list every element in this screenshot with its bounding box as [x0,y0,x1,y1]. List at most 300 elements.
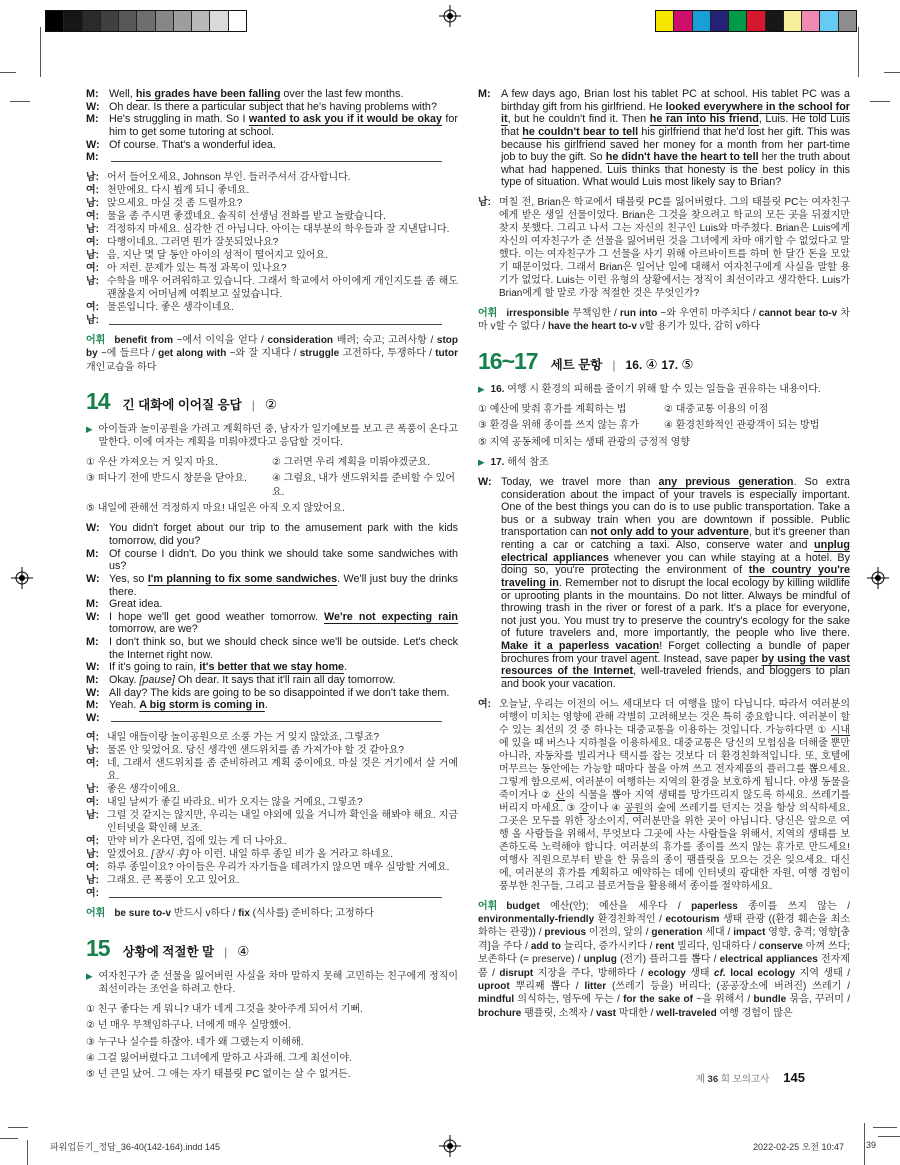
text-segment: rent [655,940,675,952]
text-segment: over the last few months. [280,88,404,100]
question-number: 16~17 [478,347,538,374]
text-segment: 물론입니다. 좋은 생각이네요. [107,301,235,313]
grayscale-swatch [46,11,64,31]
registration-mark-bottom [439,1135,461,1157]
question-header [478,348,850,375]
speaker-label: 여: [86,732,99,744]
text-segment: A big storm is coming in [139,699,265,712]
text-segment: 좋은 생각이에요. [107,784,181,796]
crop-mark [0,72,16,73]
option-item: ③ 떠나기 전에 반드시 창문을 닫아요. [86,473,247,485]
option-item: ④ 환경친화적인 관광객이 되는 방법 [664,420,820,432]
speaker-label: 남: [86,249,99,261]
dialogue-text [109,611,458,636]
text-segment: , Luis. He told Luis that [501,113,850,138]
option-item: ① 우산 가져오는 거 잊지 마요. [86,456,218,468]
text-segment: , well-traveled friends, and bloggers to plan and book your vacation. [501,665,850,690]
answer-value [626,357,694,373]
text-segment: 내일 날씨가 좋길 바라요. 비가 오지는 않을 거예요, 그렇죠? [107,797,363,809]
text-segment: If it's going to rain, [109,661,200,674]
color-swatch [711,11,729,31]
vocab-label: 어휘 [478,308,498,319]
vocab-label: 어휘 [86,334,106,346]
dialogue-line [86,275,458,301]
explanation-intro [478,383,850,396]
dialogue-line [86,101,458,114]
dialogue-text [107,796,458,809]
speaker-label: M: [86,673,99,686]
speaker-label: M: [86,547,99,560]
crop-mark [878,1136,900,1137]
speaker-label: M: [86,598,99,611]
text-segment: 그래요. 큰 폭풍이 오고 있어요. [107,875,240,887]
text-segment: 뿌리째 뽑다 / [509,980,585,992]
text-segment: paperless [691,900,738,912]
dialogue-text [109,522,458,547]
text-segment: not only add to your adventure [590,526,749,539]
text-segment: 며칠 전, Brian은 학교에서 태블릿 PC를 잃어버렸다. 그의 태블릿 PC는 여자친구에게 받은 생일 선물이었다. Brian은 그것을 찾으려고 학교의 모든 곳을 뒤졌지만 찾지 못했다. 그리고 나서 그는 자신의 친구인 Luis와 마주쳤다. Brian은 Luis에게 자신의 여자친구가 준 선물을 잃어버린 것을 그녀에게 차마 얘기할 수 없었다고 말했다. 이는 여자친구가 그 선물을 사기 위해 아르바이트를 하며 한 달간 돈을 모았기 때문이었다. 그래서 Brian은 일어난 일에 대해서 여자친구에게 사실을 말할 용기가 없었다. Luis는 이런 유형의 상황에서는 정직이 최선이라고 생각한다. Luis가 Brian에게 할 말로 가장 적절한 것은 무엇인가? [499,197,850,299]
text-segment: conserve [758,940,803,952]
dialogue-line [86,573,458,598]
text-segment: . [344,661,348,674]
text-segment: ! Forget collecting a bundle of paper brochures from your travel agent. Instead, save paper [501,640,851,665]
dialogue-text [107,744,458,757]
speaker-label: 남: [478,197,491,208]
dialogue-text [107,223,458,236]
text-segment: 음, 지난 몇 달 동안 아이의 성적이 떨어지고 있어요. [107,249,328,261]
text-segment: stop by [86,334,459,360]
page-number: 145 [783,1070,805,1085]
text-segment: 여자친구가 준 선물을 잃어버린 사실을 차마 말하지 못해 고민하는 친구에게 정직이 최선이라는 조언을 하려고 한다. [98,970,458,995]
print-timestamp: 2022-02-25 오전 10:47 [753,1142,844,1152]
dialogue-text [107,236,458,249]
speaker-label: 여: [86,862,99,874]
color-swatch [656,11,674,31]
explanation-intro [86,970,458,996]
color-swatch [693,11,711,31]
explanation-intro [86,423,458,449]
dialogue-line [86,151,458,164]
dialogue-line [86,687,458,700]
color-swatch [839,11,856,31]
question-number: 14 [86,387,110,414]
text-segment: 이나 ④ [588,802,625,814]
color-swatch [729,11,747,31]
text-segment: Yeah. [109,699,140,712]
text-segment: fix [238,908,250,920]
dialogue-line [86,731,458,744]
speaker-label: 여: [86,210,99,222]
text-segment: 산 [555,789,566,801]
text-segment: cannot bear to-v [758,308,838,319]
text-segment: ④ [645,356,658,372]
registration-mark-left [11,567,33,589]
text-segment: her the truth about what had happened. Luis thinks that honesty is the best policy in this type of situation. What would Luis most likely say to Brian? [501,151,851,189]
crop-mark [27,1140,28,1165]
text-segment: 세대 / [702,927,734,939]
option-item: ④ 그럼요, 내가 샌드위치를 준비할 수 있어요. [272,473,455,498]
right-column [478,88,850,1027]
text-segment: add to [530,940,561,952]
dialogue-line [86,184,458,197]
text-segment: 앉으세요. 마실 것 좀 드릴까요? [107,197,243,209]
text-segment: We're not expecting rain [324,610,458,623]
speaker-label: W: [86,100,100,113]
answer-blank [111,712,442,723]
speaker-label: 남: [86,849,99,861]
text-segment: 개인교습을 하다 [86,361,157,373]
text-segment: 천만에요. 다시 뵙게 되니 좋네요. [107,184,250,196]
dialogue-line [86,757,458,783]
dialogue-line [86,611,458,636]
text-segment: . [264,699,268,712]
option-item: ③ 환경을 위해 종이를 쓰지 않는 휴가 [478,420,639,432]
dialogue-line [86,712,458,725]
crop-mark [873,1127,897,1128]
text-segment: 수학을 매우 어려워하고 있습니다. 그래서 학교에서 아이에게 개인지도를 좀 해도 괜찮을지 어머님께 여쭤보고 싶었습니다. [107,275,458,300]
text-segment: 17. [490,456,508,468]
text-segment: Today, we travel more than [501,475,659,488]
grayscale-swatch [137,11,155,31]
text-segment: All day? The kids are going to be so disappointed if we don't take them. [109,686,450,699]
text-segment: 하루 종일이요? 아이들은 우리가 자기들을 데려가지 않으면 매우 실망할 거예요. [107,862,450,874]
dialogue-block [478,196,850,300]
dialogue-text [109,636,458,661]
dialogue-text [109,88,458,101]
speaker-label: 여: [478,698,491,710]
explanation-text [99,423,458,449]
dialogue-line [86,210,458,223]
grayscale-calibration-bar [45,10,247,32]
text-segment: 어서 들어오세요, Johnson 부인. 들러주셔서 감사합니다. [107,171,351,183]
question-title: 긴 대화에 이어질 응답 [122,397,242,412]
text-segment: ~와 잘 지내다 / [226,348,300,360]
vocab-block [86,907,458,920]
text-segment: I don't think so, but we should check since we'll be outside. Let's check the Internet right now. [109,636,458,661]
vocab-label: 어휘 [86,908,106,920]
option-item: ⑤ 내일에 관해선 걱정하지 마요! 내일은 아직 오지 않았어요. [86,503,345,515]
color-swatch [784,11,802,31]
text-segment: Okay. [109,673,140,686]
options-block [86,1003,458,1082]
text-segment: . We'll just buy the drinks there. [109,572,458,598]
text-segment: 물을 좀 주시면 좋겠네요. 솔직히 선생님 전화를 받고 놀랐습니다. [107,210,386,222]
text-segment: 오늘날, 우리는 이전의 어느 세대보다 더 여행을 많이 다닙니다. 따라서 여러분의 여행이 미치는 영향에 관해 각별히 고려해보는 것은 특히 중요합니다. 여러분이 할 수 있는 최선의 것 중 하나는 대중교통을 이용하는 것입니다. 가능하다면 ① [499,698,850,736]
text-segment: v할 용기가 있다, 감히 v하다 [636,321,761,333]
text-segment: 걱정하지 마세요. 심각한 건 아닙니다. 아이는 대부분의 학우들과 잘 지낸답니다. [107,223,450,235]
grayscale-swatch [156,11,174,31]
text-segment: benefit from [114,334,173,346]
arrow-marker: ▶ [86,970,93,981]
dialogue-text [109,113,458,138]
text-segment: 지장을 주다, 방해하다 / [533,967,649,979]
text-segment: 지역 생태 / [795,967,850,979]
dialogue-text [107,262,458,275]
text-segment: well-traveled [656,1007,717,1019]
text-segment: the country you're traveling in [501,564,850,589]
text-segment: 16. [625,357,646,372]
dialogue-text [499,698,850,893]
text-segment: ④ [237,943,250,959]
crop-mark [8,1127,28,1128]
text-segment: 여행 시 환경의 피해를 줄이기 위해 할 수 있는 일들을 권유하는 내용이다. [507,383,821,395]
text-segment: generation [651,927,703,939]
text-segment: be sure to-v [114,908,172,920]
dialogue-block [478,88,850,189]
text-segment: 강 [579,802,589,814]
text-segment: 여행 경험이 많은 [716,1007,793,1019]
text-segment: bundle [753,994,787,1006]
speaker-label: 남: [86,784,99,796]
print-timestamp-seconds: 39 [865,1140,876,1150]
text-segment: 공원 [624,802,644,814]
text-segment: his girlfriend that he'd lost her gift. This was because his girlfriend saved her money for a month from her part-time job to buy the gift. So [501,125,850,164]
text-segment: 전자제품 / [478,954,850,979]
text-segment: ~에 들르다 / [97,348,159,360]
color-swatch [802,11,820,31]
text-segment: . So extra consideration about the impact of your travels is especially important. One of the best things you can do is to use public transportation. Take a bus or a subway train when you are downtown if possible. Public transportation can [501,475,850,539]
text-segment: . Remember not to disrupt the local ecology by killing wildlife or uprooting plants in the mountains. Do not litter. Always be mindful of throwing trash in the river or forest of a park. It's a place for everyone, not just you. You must try to preserve the country's ecology for the sake of future travelers and, more importantly, the people who live there. [501,576,850,640]
dialogue-line [86,301,458,314]
dialogue-text [107,783,458,796]
left-column [86,88,458,1089]
text-segment: 알겠어요. [107,849,152,861]
grayscale-swatch [83,11,101,31]
vocab-block [478,900,850,1021]
speaker-label: 남: [86,171,99,183]
speaker-label: 여: [86,301,99,313]
text-segment: 막대한 / [616,1007,657,1019]
speaker-label: W: [86,138,100,151]
text-segment: 아이들과 놀이공원을 가려고 계획하던 중, 남자가 일기예보를 보고 큰 폭풍이 온다고 말한다. 이에 여자는 계획을 미뤄야겠다고 응답할 것이다. [98,423,458,448]
text-segment: 아 저런. 문제가 있는 특정 과목이 있나요? [107,262,287,274]
text-segment: Well, [109,88,136,100]
speaker-label: 남: [86,875,99,887]
speaker-label: 남: [86,810,99,822]
text-segment: 다행이네요. 그러면 뭔가 잘못되었나요? [107,236,279,248]
speaker-label: 여: [86,888,99,900]
text-segment: 생태 [685,967,715,979]
speaker-label: M: [86,151,99,164]
speaker-label: W: [478,475,492,488]
dialogue-line [86,314,458,327]
text-segment: 의 식물을 뽑아 지역 생태를 망가뜨리지 않도록 하세요. 쓰레기를 버리지 마세요. ③ [499,789,850,814]
text-segment: impact [733,927,766,939]
dialogue-line [86,249,458,262]
text-segment: unplug electrical appliances [501,539,850,564]
dialogue-text [107,835,458,848]
text-segment: Oh dear. Is there a particular subject that he's having problems with? [109,100,437,113]
speaker-label: 남: [86,223,99,235]
grayscale-swatch [210,11,228,31]
text-segment: struggle [299,348,340,360]
text-segment: by using the vast resources of the Internet [501,652,850,678]
question-header [86,935,458,962]
speaker-label: M: [86,113,99,126]
text-segment: 해석 참조 [507,456,549,468]
dialogue-text [109,139,458,152]
dialogue-line [86,88,458,101]
answer-blank [109,314,442,325]
dialogue-line [86,796,458,809]
answer-blank [111,151,442,162]
text-segment: looked everywhere in the school for it [501,100,850,126]
text-segment: 에 있을 때 버스나 지하철을 이용하세요. 대중교통은 당신의 모험심을 더해줄 뿐만 아니라, 자동차를 빌리거나 택시를 잡는 것보다 더 환경친화적입니다. 또, 호텔에 머무르는 동안에는 가능할 때마다 물을 아껴 쓰고 전자제품의 플러그를 뽑으세요. 그렇게 함으로써, 여러분이 여행하는 지역의 환경을 보호하게 됩니다. 야생 동물을 죽이거나 ② [499,737,850,801]
dialogue-text [107,249,458,262]
text-segment: have the heart to-v [547,321,637,333]
question-number: 15 [86,934,110,961]
dialogue-line [86,861,458,874]
text-segment: run into [619,308,658,319]
crop-mark [864,1123,865,1165]
crop-mark [884,72,900,73]
dialogue-block [478,698,850,893]
dialogue-text [109,101,458,114]
text-segment: 만약 비가 온다면, 집에 있는 게 더 나아요. [107,836,287,848]
dialogue-text [109,699,458,712]
speaker-label: M: [86,88,99,100]
text-segment: 늘리다, 증가시키다 / [560,940,656,952]
crop-mark [870,101,890,102]
speaker-label: W: [86,522,100,535]
text-segment: 생태 관광 ((환경 훼손을 최소화하는 관광)) / [478,913,851,939]
crop-mark [40,27,41,77]
text-segment: wanted to ask you if it would be okay [248,113,443,126]
dialogue-text [501,88,850,189]
text-segment: he couldn't bear to tell [522,125,639,138]
vocab-block [478,307,850,334]
dialogue-line [86,262,458,275]
dialogue-line [478,698,850,893]
text-segment: ~에서 이익을 얻다 / [172,334,268,346]
answer-separator: | [251,397,255,412]
explanation-intro [478,456,850,469]
text-segment: [잠시 후] [151,849,189,861]
text-segment: 시내 [830,724,850,736]
crop-mark [10,101,30,102]
dialogue-text [499,196,850,300]
grayscale-swatch [192,11,210,31]
registration-mark-right [867,567,889,589]
dialogue-text [107,731,458,744]
text-segment: 무책임한 / [569,308,620,319]
text-segment: cf. [714,967,726,979]
option-item: ④ 그걸 잃어버렸다고 그녀에게 말하고 사과해. 그게 최선이야. [86,1053,352,1065]
speaker-label: 남: [86,314,99,326]
explanation-text [491,456,850,469]
dialogue-block [86,88,458,164]
dialogue-line [86,522,458,547]
speaker-label: 남: [86,745,99,757]
dialogue-block [478,476,850,691]
text-segment: litter [584,980,607,992]
grayscale-swatch [64,11,82,31]
text-segment: , but he couldn't find it. Then [507,113,650,126]
text-segment: mindful [478,994,515,1006]
text-segment: 아 이런. 내일 하루 종일 비가 올 거라고 하네요. [188,849,393,861]
text-segment: 이전의, 앞의 / [586,927,652,939]
text-segment: Oh dear. It says that it'll rain all day tomorrow. [174,673,396,686]
text-segment: any previous generation [658,475,794,488]
options-block [478,403,850,449]
text-segment: 묶음, 꾸러미 / [786,994,850,1006]
text-segment: tutor [435,348,458,360]
dialogue-line [86,113,458,138]
dialogue-text [107,809,458,835]
text-segment: ~와 우연히 마주치다 / [657,308,759,319]
question-header [86,388,458,415]
text-segment: vast [595,1007,616,1019]
text-segment: (식사를) 준비하다; 고정하다 [249,908,374,920]
text-segment: for him to get some tutoring at school. [109,113,458,138]
option-item: ② 대중교통 이용의 이점 [664,403,769,415]
dialogue-line [86,809,458,835]
speaker-label: 여: [86,262,99,274]
text-segment: 배려; 숙고; 고려사항 / [333,334,437,346]
explanation-text [491,383,850,396]
dialogue-line [86,223,458,236]
answer-value [237,944,249,960]
text-segment: 차마 v할 수 없다 / [478,308,850,333]
speaker-label: 남: [86,275,99,287]
text-segment: 그럴 것 같지는 않지만, 우리는 내일 야외에 있을 거니까 확인을 해봐야 해요. 지금 인터넷을 확인해 보죠. [107,810,458,835]
text-segment: 17. [661,357,682,372]
text-segment: ⑤ [681,356,694,372]
dialogue-text [107,861,458,874]
text-segment: Of course. That's a wonderful idea. [109,138,276,151]
dialogue-block [86,731,458,900]
dialogue-line [86,848,458,861]
dialogue-text [107,171,458,184]
speaker-label: W: [86,610,100,623]
text-segment: You didn't forget about our trip to the amusement park with the kids tomorrow, did you? [109,522,458,548]
text-segment: it's better that we stay home [199,661,345,674]
page-footer [696,1070,805,1085]
color-swatch [674,11,692,31]
speaker-label: W: [86,711,100,724]
text-segment: 반드시 v하다 / [171,908,239,920]
option-item: ① 친구 좋다는 게 뭐니? 내가 네게 그것을 찾아주게 되어서 기뻐. [86,1003,363,1015]
text-segment: whenever you can while staying at a hotel. By doing so, you're protecting the environment of [501,551,850,577]
arrow-marker: ▶ [478,383,485,394]
text-segment: Great idea. [109,598,163,611]
text-segment: tomorrow, are we? [109,623,198,636]
text-segment: 아껴 쓰다; 보존하다 (= preserve) / [478,940,851,966]
dialogue-line [86,171,458,184]
speaker-label: 여: [86,836,99,848]
text-segment: he ran into his friend [649,113,759,126]
grayscale-swatch [119,11,137,31]
text-segment: 영향, 충격; 영향[충격]을 주다 / [478,927,850,952]
dialogue-line [86,139,458,152]
registration-mark-top [439,5,461,27]
dialogue-line [86,661,458,674]
dialogue-text [107,275,458,301]
color-swatch [747,11,765,31]
text-segment: unplug [583,954,617,966]
option-item: ① 예산에 맞춰 휴가를 계획하는 법 [478,403,627,415]
vocab-label: 어휘 [478,900,498,912]
text-segment: local ecology [730,967,796,979]
speaker-label: 여: [86,184,99,196]
text-segment: 종이를 쓰지 않는 / [737,900,850,912]
dialogue-line [478,196,850,300]
text-segment: ecology [648,967,686,979]
text-segment: previous [544,927,587,939]
answer-separator: | [612,357,616,372]
dialogue-text [107,184,458,197]
footer-label: 제 36 회 모의고사 [695,1074,770,1085]
